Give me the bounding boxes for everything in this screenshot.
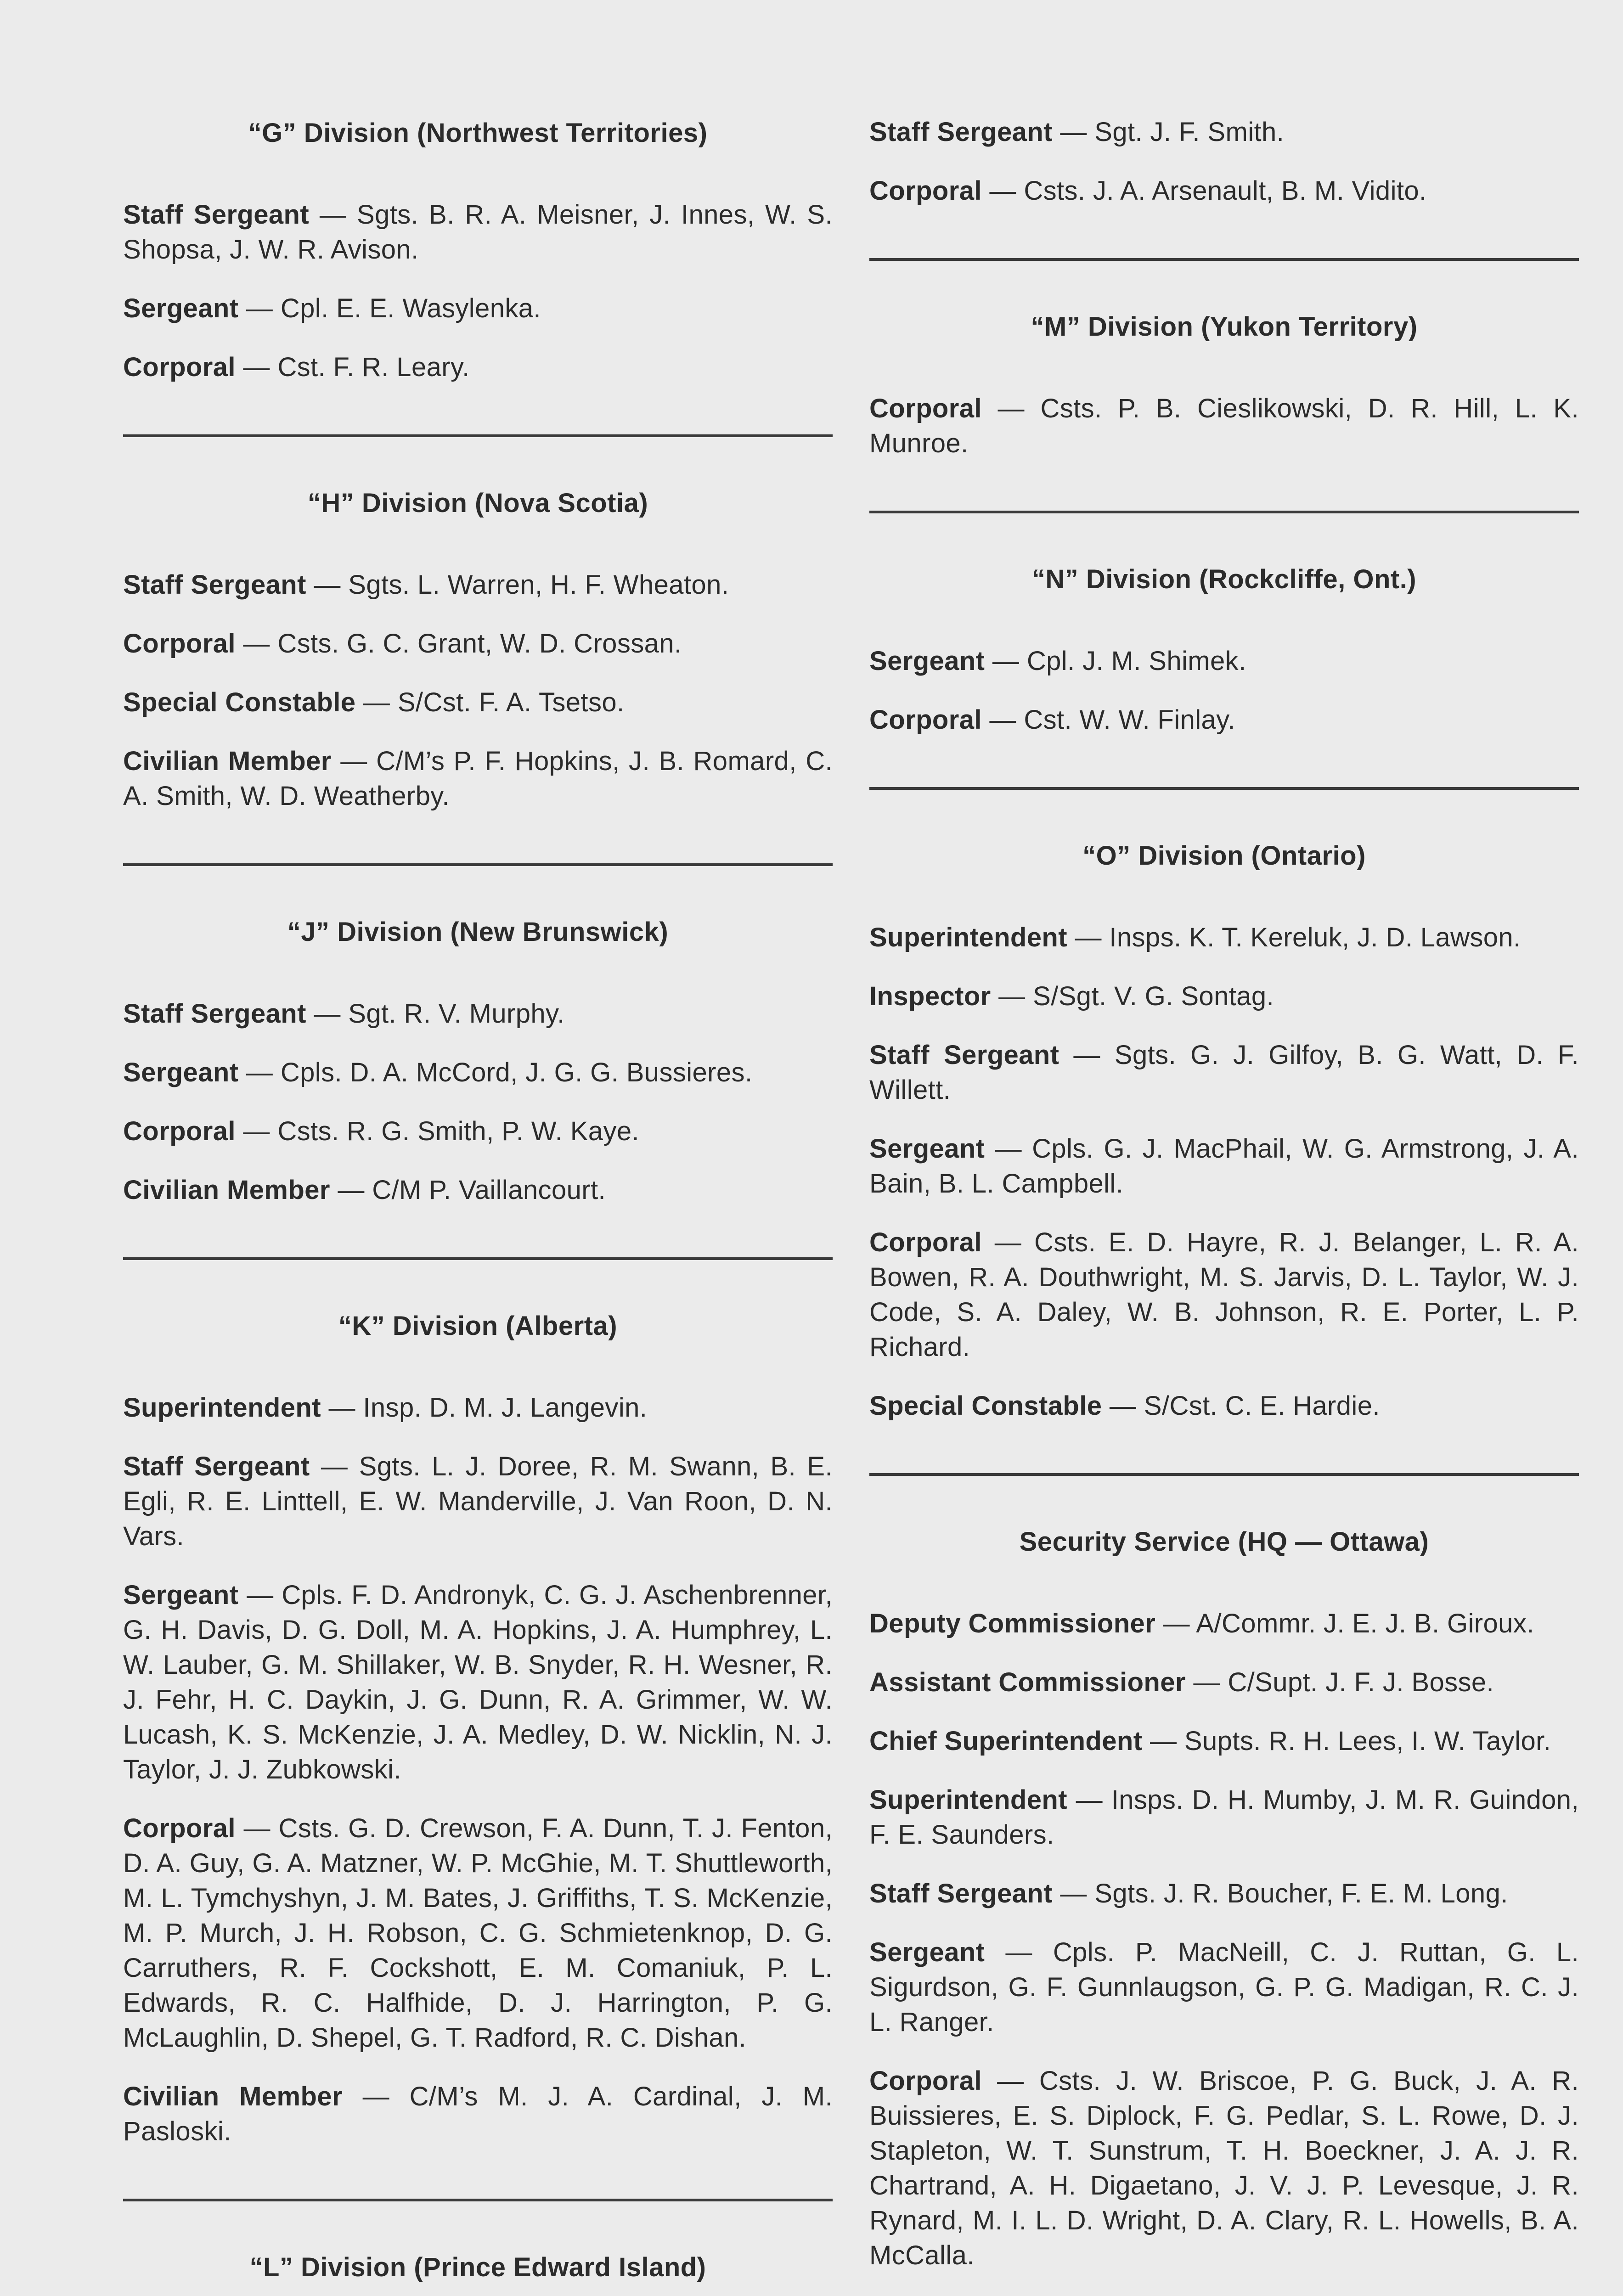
promotion-entry [123,744,833,814]
promotion-entry [123,1114,833,1149]
division-heading: “J” Division (New Brunswick) [287,917,669,947]
rank-label: Superintendent [869,923,1067,952]
names-list: Csts. J. W. Briscoe, P. G. Buck, J. A. R. Buissieres, E. S. Diplock, F. G. Pedlar, S. L. Rowe, D. J. Stapleton, W. T. Sunstrum, T. H. Boeckner, J. A. J. R. Chartrand, A. H. Digaetano, J. V. J. P. Levesque, J. R. Rynard, M. I. L. D. Wright, D. A. Clary, R. L. Howells, B. A. McCalla. [869,2066,1579,2270]
rank-label: Corporal [123,1116,236,1146]
promotion-entry [869,1783,1579,1852]
names-list: C/M P. Vaillancourt. [372,1175,606,1205]
promotion-entry [869,703,1579,737]
dash-separator: — [1142,1726,1184,1756]
promotion-entry [869,2064,1579,2273]
promotion-entry [123,197,833,267]
dash-separator: — [238,1058,281,1087]
rank-label: Sergeant [869,646,985,676]
rank-label: Corporal [123,1813,236,1843]
names-list: Insps. K. T. Kereluk, J. D. Lawson. [1109,923,1521,952]
rank-label: Staff Sergeant [123,570,306,600]
rank-label: Corporal [869,176,982,206]
promotion-entry [869,920,1579,955]
promotion-entry [869,115,1579,150]
rank-label: Chief Superintendent [869,1726,1143,1756]
rank-label: Corporal [869,1227,982,1257]
rank-label: Sergeant [869,1937,985,1967]
promotion-entry [123,685,833,720]
promotion-entry [123,1811,833,2055]
dash-separator: — [355,687,398,717]
promotion-entry [123,1173,833,1208]
promotion-entry [869,1131,1579,1201]
division-heading: “G” Division (Northwest Territories) [248,118,708,148]
promotion-entry [123,626,833,661]
dash-separator: — [321,1393,363,1423]
promotion-entry [123,1578,833,1787]
dash-separator: — [238,1580,282,1610]
dash-separator: — [981,705,1024,735]
names-list: Sgts. J. R. Boucher, F. E. M. Long. [1094,1879,1508,1908]
names-list: Cpls. F. D. Andronyk, C. G. J. Aschenbrenner, G. H. Davis, D. G. Doll, M. A. Hopkins, J. A. Humphrey, L. W. Lauber, G. M. Shillaker, W. B. Snyder, R. H. Wesner, R. J. Fehr, H. C. Daykin, J. G. Dunn, R. A. Grimmer, W. W. Lucash, K. S. McKenzie, J. A. Medley, D. W. Nicklin, N. J. Taylor, J. J. Zubkowski. [123,1580,833,1784]
dash-separator: — [1052,117,1095,147]
promotion-entry [869,1876,1579,1911]
promotion-entry [869,979,1579,1014]
rank-label: Staff Sergeant [123,200,310,230]
dash-separator: — [981,2066,1039,2096]
names-list: Sgts. G. J. Gilfoy, B. G. Watt, D. F. Willett. [869,1040,1579,1105]
promotion-entry [869,1665,1579,1700]
section-divider [123,863,833,866]
names-list: Cpl. J. M. Shimek. [1026,646,1246,676]
names-list: S/Cst. F. A. Tsetso. [397,687,625,717]
dash-separator: — [1067,923,1110,952]
rank-label: Corporal [123,629,236,658]
promotion-entry [123,1449,833,1554]
dash-separator: — [985,1937,1053,1967]
promotion-entry [869,1606,1579,1641]
names-list: Sgts. B. R. A. Meisner, J. Innes, W. S. Shopsa, J. W. R. Avison. [123,200,833,264]
promotion-entry [123,2079,833,2149]
dash-separator: — [985,1134,1032,1164]
names-list: Insps. D. H. Mumby, J. M. R. Guindon, F. E. Saunders. [869,1785,1579,1850]
division-heading: “K” Division (Alberta) [338,1311,618,1341]
names-list: C/M’s P. F. Hopkins, J. B. Romard, C. A. Smith, W. D. Weatherby. [123,746,833,811]
promotion-entry [123,1055,833,1090]
rank-label: Deputy Commissioner [869,1609,1156,1638]
names-list: Supts. R. H. Lees, I. W. Taylor. [1184,1726,1551,1756]
dash-separator: — [235,1116,278,1146]
rank-label: Civilian Member [123,1175,330,1205]
division-heading: “N” Division (Rockcliffe, Ont.) [1031,564,1417,594]
dash-separator: — [1059,1040,1115,1070]
promotion-entry [869,1038,1579,1108]
dash-separator: — [1067,1785,1111,1815]
dash-separator: — [1155,1609,1196,1638]
rank-label: Staff Sergeant [869,117,1053,147]
section-divider [123,1257,833,1260]
dash-separator: — [1052,1879,1095,1908]
division-heading: “L” Division (Prince Edward Island) [249,2252,706,2282]
dash-separator: — [310,1452,359,1481]
promotion-entry [869,174,1579,208]
promotion-entry [869,1724,1579,1759]
dash-separator: — [235,629,278,658]
rank-label: Corporal [869,705,982,735]
names-list: Sgt. R. V. Murphy. [348,999,565,1029]
rank-label: Sergeant [123,293,239,323]
names-list: Insp. D. M. J. Langevin. [363,1393,648,1423]
dash-separator: — [235,1813,279,1843]
left-column [123,115,833,2296]
promotion-entry [869,1389,1579,1424]
names-list: Csts. R. G. Smith, P. W. Kaye. [277,1116,640,1146]
dash-separator: — [981,176,1024,206]
rank-label: Sergeant [123,1058,239,1087]
rank-label: Staff Sergeant [123,1452,310,1481]
rank-label: Sergeant [869,1134,985,1164]
rank-label: Inspector [869,981,991,1011]
section-divider [869,511,1579,513]
dash-separator: — [238,293,281,323]
dash-separator: — [981,394,1041,423]
dash-separator: — [235,352,278,382]
names-list: Cpl. E. E. Wasylenka. [280,293,541,323]
names-list: S/Sgt. V. G. Sontag. [1033,981,1274,1011]
rank-label: Staff Sergeant [869,1879,1053,1908]
rank-label: Assistant Commissioner [869,1667,1186,1697]
section-divider [123,434,833,437]
division-heading: “O” Division (Ontario) [1082,841,1366,871]
rank-label: Corporal [869,2066,982,2096]
dash-separator: — [309,200,357,230]
section-divider [869,1473,1579,1476]
promotion-entry [869,1935,1579,2040]
names-list: Csts. E. D. Hayre, R. J. Belanger, L. R. A. Bowen, R. A. Douthwright, M. S. Jarvis, D. L. Taylor, W. J. Code, S. A. Daley, W. B. Johnson, R. E. Porter, L. P. Richard. [869,1227,1579,1362]
promotion-entry [123,291,833,326]
section-divider [869,787,1579,790]
names-list: Cst. W. W. Finlay. [1024,705,1235,735]
rank-label: Civilian Member [123,2082,343,2111]
names-list: Sgts. L. Warren, H. F. Wheaton. [348,570,729,600]
dash-separator: — [306,999,349,1029]
dash-separator: — [1185,1667,1228,1697]
rank-label: Superintendent [869,1785,1067,1815]
names-list: A/Commr. J. E. J. B. Giroux. [1196,1609,1534,1638]
names-list: Cpls. D. A. McCord, J. G. G. Bussieres. [280,1058,753,1087]
section-divider [869,258,1579,261]
rank-label: Special Constable [869,1391,1102,1421]
promotion-entry [869,1225,1579,1365]
dash-separator: — [985,646,1027,676]
rank-label: Corporal [869,394,982,423]
names-list: Csts. G. C. Grant, W. D. Crossan. [277,629,682,658]
promotion-entry [123,568,833,602]
rank-label: Superintendent [123,1393,321,1423]
rank-label: Staff Sergeant [123,999,306,1029]
dash-separator: — [330,1175,372,1205]
names-list: Csts. P. B. Cieslikowski, D. R. Hill, L. K. Munroe. [869,394,1579,458]
names-list: Sgt. J. F. Smith. [1094,117,1285,147]
dash-separator: — [1102,1391,1144,1421]
names-list: C/M’s M. J. A. Cardinal, J. M. Pasloski. [123,2082,833,2146]
promotion-entry [123,350,833,385]
section-divider [123,2199,833,2201]
promotion-entry [123,1390,833,1425]
promotion-entry [869,644,1579,679]
right-column [869,115,1579,2296]
names-list: Csts. J. A. Arsenault, B. M. Vidito. [1024,176,1427,206]
promotion-entry [123,996,833,1031]
division-heading: “H” Division (Nova Scotia) [307,488,648,518]
names-list: Cpls. P. MacNeill, C. J. Ruttan, G. L. Sigurdson, G. F. Gunnlaugson, G. P. G. Madigan, R. C. J. L. Ranger. [869,1937,1579,2037]
rank-label: Staff Sergeant [869,1040,1059,1070]
rank-label: Sergeant [123,1580,239,1610]
rank-label: Civilian Member [123,746,332,776]
rank-label: Corporal [123,352,236,382]
division-heading: Security Service (HQ — Ottawa) [1019,1527,1429,1557]
dash-separator: — [342,2082,410,2111]
names-list: Sgts. L. J. Doree, R. M. Swann, B. E. Egli, R. E. Linttell, E. W. Manderville, J. Van Roon, D. N. Vars. [123,1452,833,1551]
dash-separator: — [306,570,349,600]
division-heading: “M” Division (Yukon Territory) [1031,312,1418,342]
dash-separator: — [991,981,1033,1011]
names-list: Cpls. G. J. MacPhail, W. G. Armstrong, J. A. Bain, B. L. Campbell. [869,1134,1579,1199]
names-list: Csts. G. D. Crewson, F. A. Dunn, T. J. Fenton, D. A. Guy, G. A. Matzner, W. P. McGhie, M. T. Shuttleworth, M. L. Tymchyshyn, J. M. Bates, J. Griffiths, T. S. McKenzie, M. P. Murch, J. H. Robson, C. G. Schmietenknop, D. G. Carruthers, R. F. Cockshott, E. M. Comaniuk, P. L. Edwards, R. C. Halfhide, D. J. Harrington, P. G. McLaughlin, D. Shepel, G. T. Radford, R. C. Dishan. [123,1813,833,2053]
names-list: Cst. F. R. Leary. [277,352,470,382]
names-list: C/Supt. J. F. J. Bosse. [1228,1667,1494,1697]
dash-separator: — [331,746,377,776]
dash-separator: — [981,1227,1034,1257]
rank-label: Special Constable [123,687,356,717]
names-list: S/Cst. C. E. Hardie. [1144,1391,1380,1421]
promotion-entry [869,391,1579,461]
